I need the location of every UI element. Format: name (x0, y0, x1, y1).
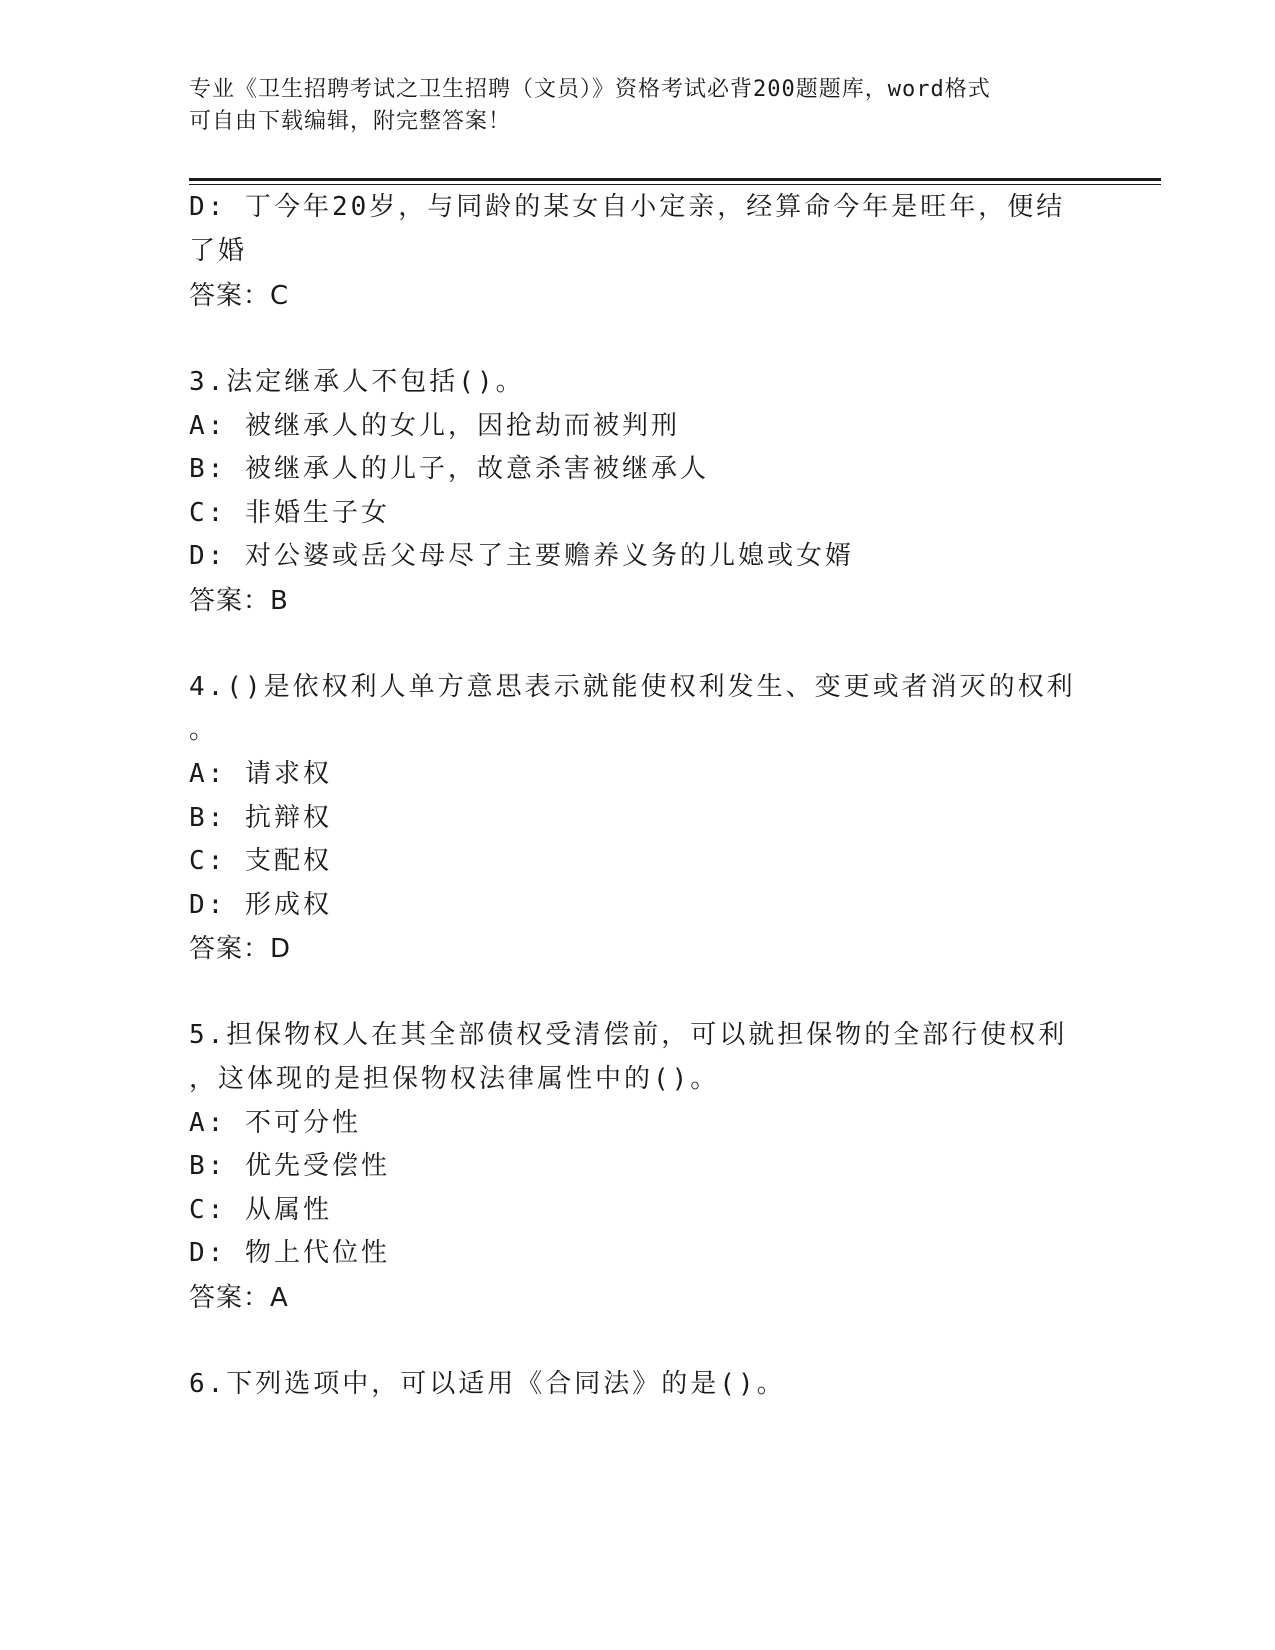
q5-stem-line-2: ，这体现的是担保物权法律属性中的()。 (189, 1064, 720, 1094)
q2-option-d-line-1: D: 丁今年20岁，与同龄的某女自小定亲，经算命今年是旺年，便结 (189, 192, 1066, 222)
q5-option-a: A: 不可分性 (189, 1108, 361, 1138)
q3-option-a: A: 被继承人的女儿，因抢劫而被判刑 (189, 411, 680, 441)
q3-stem: 3.法定继承人不包括()。 (189, 367, 525, 397)
q4-stem-line-1: 4.()是依权利人单方意思表示就能使权利发生、变更或者消灭的权利 (189, 672, 1076, 702)
q5-option-c: C: 从属性 (189, 1195, 332, 1225)
q3-option-d: D: 对公婆或岳父母尽了主要赡养义务的儿媳或女婿 (189, 541, 854, 571)
header-line-1: 专业《卫生招聘考试之卫生招聘（文员）》资格考试必背200题题库，word格式 (189, 77, 991, 102)
q5-answer: 答案：A (189, 1283, 289, 1313)
q4-answer: 答案：D (189, 934, 292, 964)
header-line-2: 可自由下载编辑，附完整答案！ (189, 109, 512, 134)
q5-option-b: B: 优先受偿性 (189, 1151, 390, 1181)
q5-stem-line-1: 5.担保物权人在其全部债权受清偿前，可以就担保物的全部行使权利 (189, 1020, 1068, 1050)
q3-option-b: B: 被继承人的儿子，故意杀害被继承人 (189, 454, 709, 484)
header-rule-thick (189, 178, 1161, 181)
document-header (189, 74, 1069, 138)
q2-answer: 答案：C (189, 281, 290, 311)
q5-option-d: D: 物上代位性 (189, 1238, 390, 1268)
q4-stem-line-2: 。 (189, 715, 219, 745)
q3-option-c: C: 非婚生子女 (189, 498, 390, 528)
q2-option-d-line-2: 了婚 (189, 236, 248, 266)
q3-answer: 答案：B (189, 586, 289, 616)
q4-option-b: B: 抗辩权 (189, 803, 332, 833)
header-rule-thin (189, 184, 1161, 185)
q4-option-c: C: 支配权 (189, 846, 332, 876)
q4-option-d: D: 形成权 (189, 890, 332, 920)
q4-option-a: A: 请求权 (189, 759, 332, 789)
q6-stem: 6.下列选项中，可以适用《合同法》的是()。 (189, 1369, 786, 1399)
